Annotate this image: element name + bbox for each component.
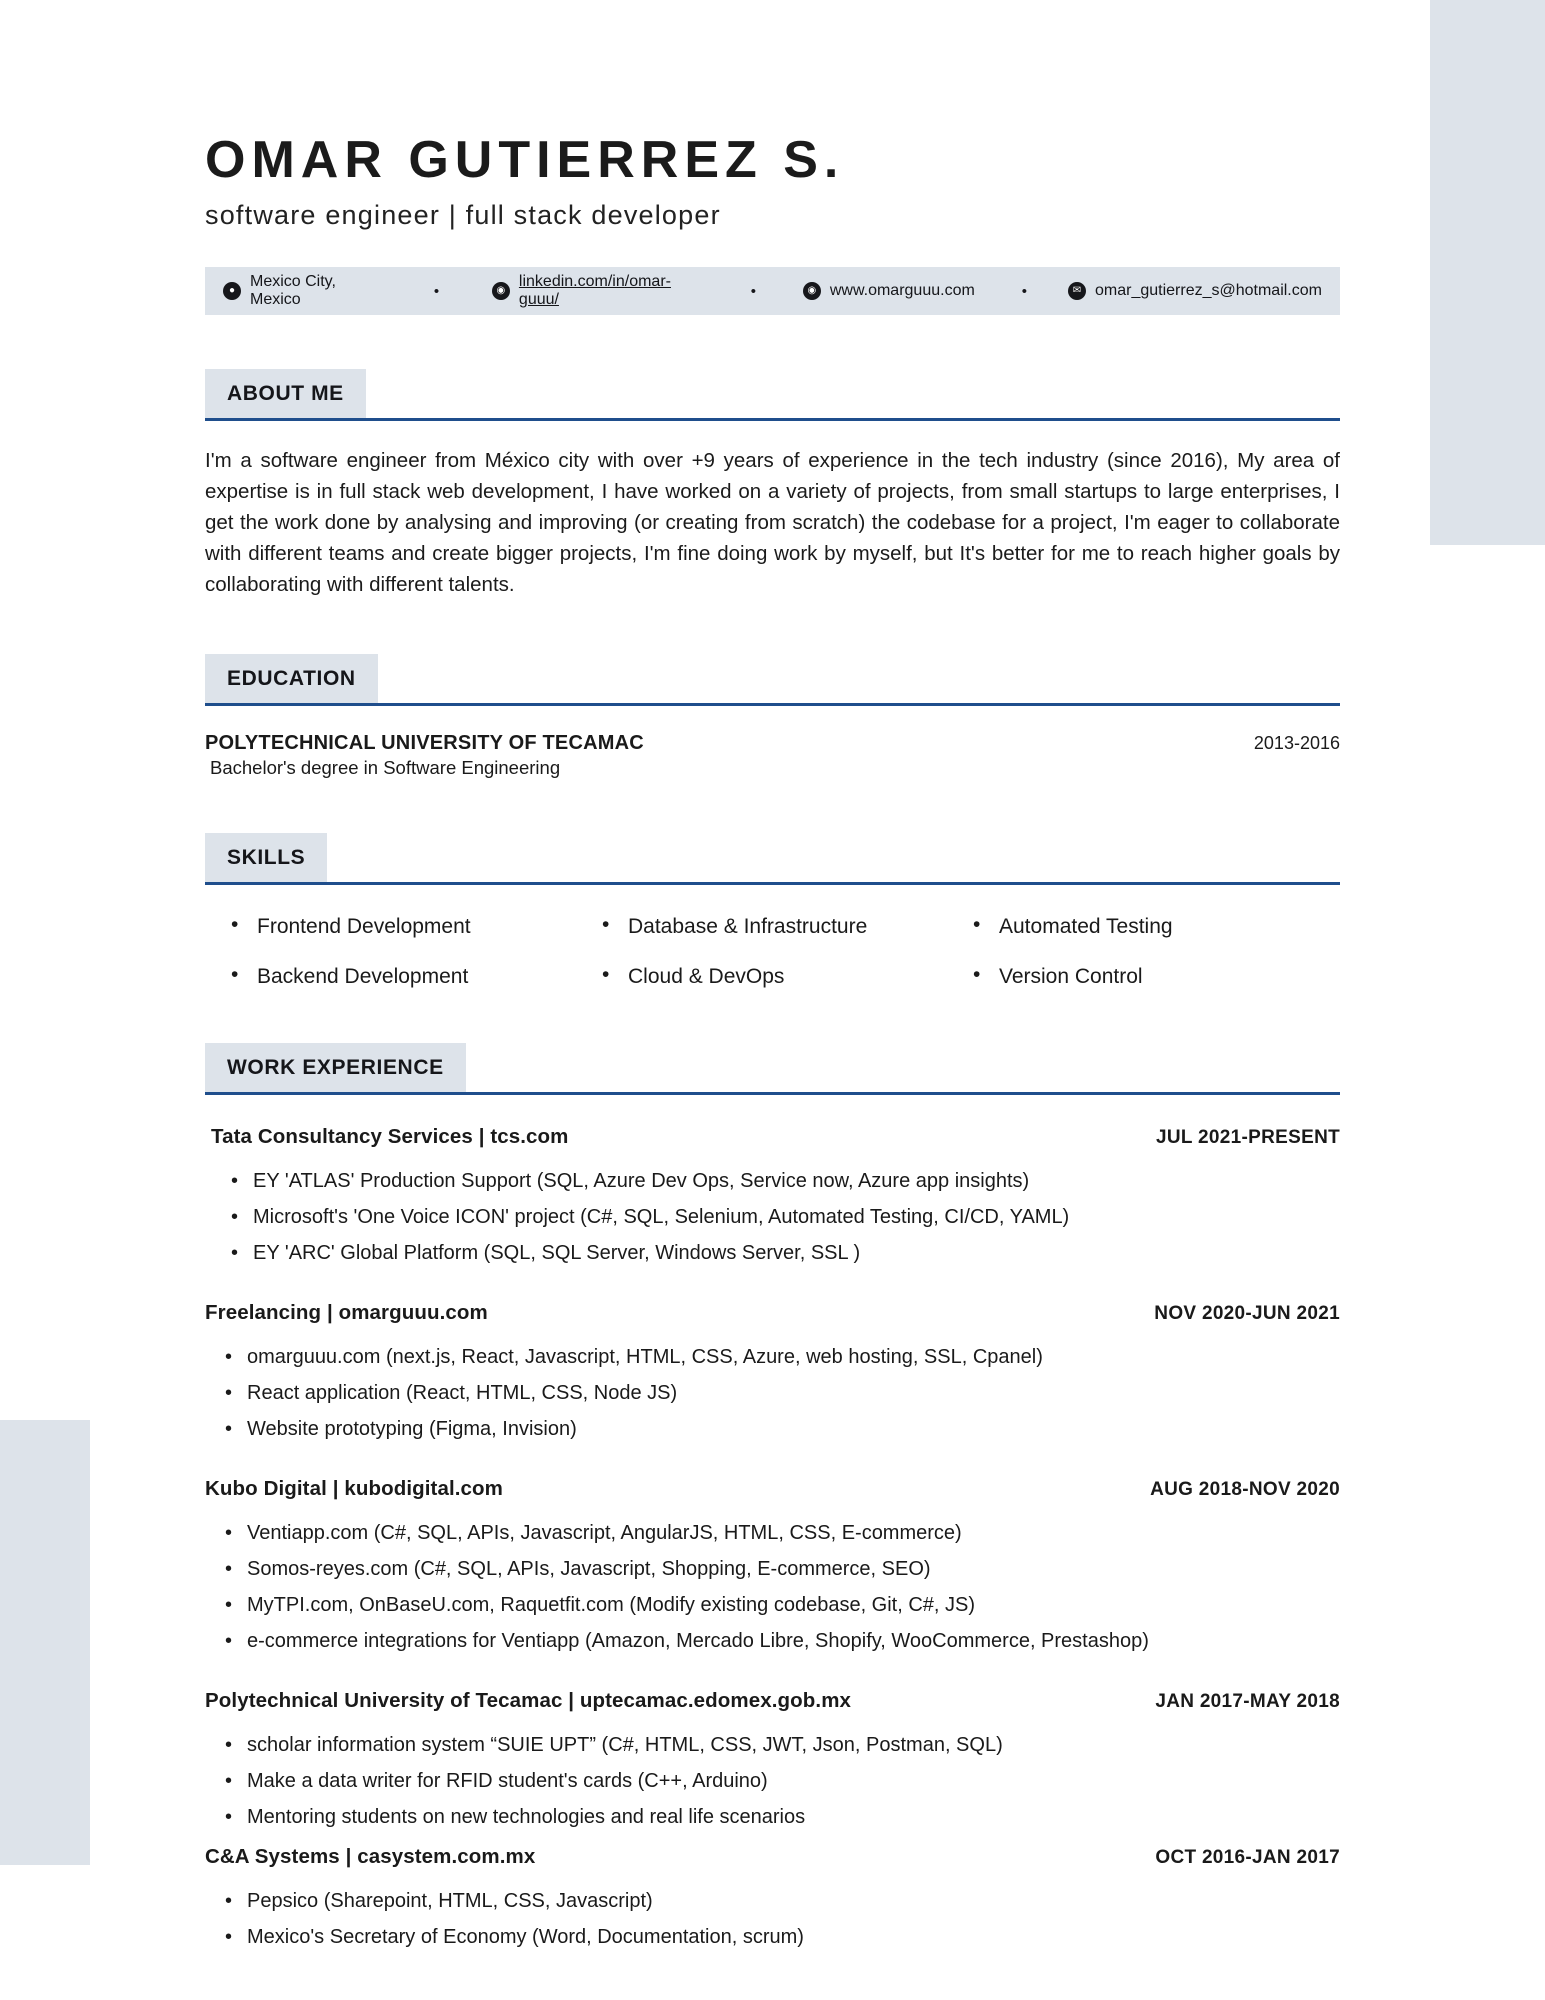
contact-email[interactable] xyxy=(1068,282,1322,300)
contact-separator: • xyxy=(750,282,756,300)
job-bullet: • EY 'ATLAS' Production Support (SQL, Azure Dev Ops, Service now, Azure app insights) xyxy=(211,1163,1340,1199)
job-title: Polytechnical University of Tecamac | uptecamac.edomex.gob.mx xyxy=(205,1689,852,1712)
skill-item: • Version Control xyxy=(969,965,1340,989)
job-header xyxy=(211,1125,1340,1149)
contact-separator: • xyxy=(1021,282,1027,300)
contact-location-label: Mexico City, Mexico xyxy=(250,273,336,308)
contact-location xyxy=(223,273,387,309)
about-paragraph: I'm a software engineer from México city with over +9 years of experience in the tech industry (since 2016), My area of expertise is in full stack web development, I have worked on a variety of projects, from small startups to large enterprises, I get the work done by analysing and improving (or creating from scratch) the codebase for a project, I'm eager to collaborate with different teams and create bigger projects, I'm fine doing work by myself, but It's better for me to reach higher goals by collaborating with different talents. xyxy=(205,449,1340,596)
globe-icon: ◉ xyxy=(803,282,821,300)
job-bullet-list xyxy=(205,1727,1340,1835)
job-bullet: • Mentoring students on new technologies and real life scenarios xyxy=(205,1799,1340,1835)
job-date: AUG 2018-NOV 2020 xyxy=(1150,1479,1340,1500)
contact-email-label[interactable]: omar_gutierrez_s@hotmail.com xyxy=(1094,282,1322,299)
job-bullet: • Mexico's Secretary of Economy (Word, Documentation, scrum) xyxy=(205,1919,1340,1955)
contact-linkedin[interactable] xyxy=(492,273,706,309)
education-degree: Bachelor's degree in Software Engineering xyxy=(210,757,561,778)
location-pin-icon: ● xyxy=(223,282,241,300)
page-decoration-left xyxy=(0,1420,90,1865)
job-entry xyxy=(205,1301,1340,1447)
contact-bar xyxy=(205,267,1340,315)
job-bullet: • Make a data writer for RFID student's cards (C++, Arduino) xyxy=(205,1763,1340,1799)
job-header xyxy=(205,1689,1340,1713)
job-header xyxy=(205,1477,1340,1501)
job-bullet: • React application (React, HTML, CSS, Node JS) xyxy=(205,1375,1340,1411)
job-bullet: • omarguuu.com (next.js, React, Javascript, HTML, CSS, Azure, web hosting, SSL, Cpanel) xyxy=(205,1339,1340,1375)
job-bullet-list xyxy=(205,1515,1340,1659)
section-title-work: WORK EXPERIENCE xyxy=(205,1043,466,1092)
job-title: Tata Consultancy Services | tcs.com xyxy=(211,1125,569,1148)
contact-linkedin-label[interactable]: linkedin.com/in/omar-guuu/ xyxy=(518,273,671,308)
job-bullet: • scholar information system “SUIE UPT” (C#, HTML, CSS, JWT, Json, Postman, SQL) xyxy=(205,1727,1340,1763)
contact-website[interactable] xyxy=(803,282,975,300)
skill-item: • Automated Testing xyxy=(969,915,1340,939)
section-about-me xyxy=(205,369,1340,600)
job-header xyxy=(205,1845,1340,1869)
education-entry xyxy=(205,732,1340,755)
envelope-icon: ✉ xyxy=(1068,282,1086,300)
job-date: JAN 2017-MAY 2018 xyxy=(1155,1691,1340,1712)
job-bullet: • Pepsico (Sharepoint, HTML, CSS, Javascript) xyxy=(205,1883,1340,1919)
job-title: Freelancing | omarguuu.com xyxy=(205,1301,488,1324)
job-bullet-list xyxy=(211,1163,1340,1271)
section-education xyxy=(205,654,1340,779)
job-bullet: • Microsoft's 'One Voice ICON' project (C#, SQL, Selenium, Automated Testing, CI/CD, YAML) xyxy=(211,1199,1340,1235)
job-entry xyxy=(205,1125,1340,1271)
section-title-about: ABOUT ME xyxy=(205,369,366,418)
skill-item: • Backend Development xyxy=(227,965,598,989)
section-header-rule xyxy=(205,654,1340,706)
job-header xyxy=(205,1301,1340,1325)
job-bullet: • Somos-reyes.com (C#, SQL, APIs, Javascript, Shopping, E-commerce, SEO) xyxy=(205,1551,1340,1587)
job-entry xyxy=(205,1689,1340,1835)
job-date: NOV 2020-JUN 2021 xyxy=(1154,1303,1340,1324)
job-entry xyxy=(205,1845,1340,1955)
job-bullet: • Website prototyping (Figma, Invision) xyxy=(205,1411,1340,1447)
job-title: C&A Systems | casystem.com.mx xyxy=(205,1845,536,1868)
job-bullet-list xyxy=(205,1883,1340,1955)
contact-separator: • xyxy=(433,282,440,300)
section-title-skills: SKILLS xyxy=(205,833,327,882)
section-skills xyxy=(205,833,1340,989)
page-decoration-right xyxy=(1430,0,1545,545)
job-title: Kubo Digital | kubodigital.com xyxy=(205,1477,504,1500)
section-header-rule xyxy=(205,833,1340,885)
job-bullet: • EY 'ARC' Global Platform (SQL, SQL Server, Windows Server, SSL ) xyxy=(211,1235,1340,1271)
skill-item: • Cloud & DevOps xyxy=(598,965,969,989)
contact-website-label[interactable]: www.omarguuu.com xyxy=(829,282,975,299)
globe-icon: ◉ xyxy=(492,282,510,300)
job-bullet-list xyxy=(205,1339,1340,1447)
job-date: JUL 2021-PRESENT xyxy=(1156,1127,1340,1148)
skill-item: • Frontend Development xyxy=(227,915,598,939)
job-entry xyxy=(205,1477,1340,1659)
section-title-education: EDUCATION xyxy=(205,654,378,703)
job-date: OCT 2016-JAN 2017 xyxy=(1155,1847,1340,1868)
candidate-tagline: software engineer | full stack developer xyxy=(205,200,721,230)
job-bullet: • Ventiapp.com (C#, SQL, APIs, Javascript, AngularJS, HTML, CSS, E-commerce) xyxy=(205,1515,1340,1551)
section-header-rule xyxy=(205,369,1340,421)
skill-item: • Database & Infrastructure xyxy=(598,915,969,939)
section-header-rule xyxy=(205,1043,1340,1095)
section-work-experience xyxy=(205,1043,1340,1955)
education-date: 2013-2016 xyxy=(1253,733,1340,753)
job-bullet: • e-commerce integrations for Ventiapp (Amazon, Mercado Libre, Shopify, WooCommerce, Prestashop) xyxy=(205,1623,1340,1659)
job-bullet: • MyTPI.com, OnBaseU.com, Raquetfit.com (Modify existing codebase, Git, C#, JS) xyxy=(205,1587,1340,1623)
skills-grid xyxy=(205,915,1340,989)
candidate-name: OMAR GUTIERREZ S. xyxy=(205,131,845,189)
resume-content xyxy=(205,0,1340,1955)
education-school: POLYTECHNICAL UNIVERSITY OF TECAMAC xyxy=(205,732,644,754)
